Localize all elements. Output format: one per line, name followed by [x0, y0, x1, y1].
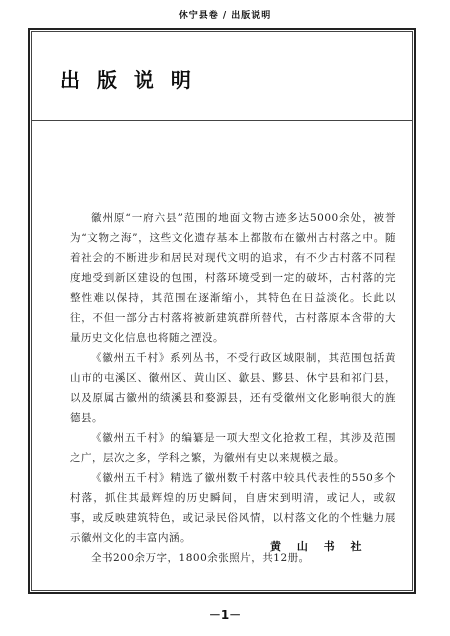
publisher-signature: 黄 山 书 社	[270, 540, 368, 553]
page-title: 出 版 说 明	[60, 68, 196, 92]
paragraph-4: 《徽州五千村》精选了徽州数千村落中较具代表性的550多个村落，抓住其最辉煌的历史瞬间，自唐宋到明清，或记人，或叙事，或反映建筑特色，或记录民俗风情，以村落文化的个性魅力展示徽州文化的丰富内涵。	[70, 472, 396, 544]
page-number: －1－	[208, 608, 242, 622]
paragraph-5: 全书200余万字，1800余张照片，共12册。	[91, 552, 310, 564]
paragraph-3: 《徽州五千村》的编纂是一项大型文化抢救工程，其涉及范围之广，层次之多，学科之繁，为徽州有史以来规模之最。	[70, 432, 396, 464]
running-head: 休宁县卷 / 出版说明	[178, 11, 272, 21]
paragraph-2: 《徽州五千村》系列丛书，不受行政区域限制，其范围包括黄山市的屯溪区、徽州区、黄山区、歙县、黟县、休宁县和祁门县，以及原属古徽州的绩溪县和婺源县，还有受徽州文化影响很大的旌德县。	[70, 352, 396, 424]
paragraph-1: 徽州原“一府六县”范围的地面文物古迹多达5000余处，被誉为“文物之海”，这些文化遗存基本上都散布在徽州古村落之中。随着社会的不断进步和居民对现代文明的追求，有不少古村落不同程度地受到新区建设的包围，村落环境受到一定的破坏，古村落的完整性难以保持，其范围在逐渐缩小，其特色在日益淡化。长此以往，不但一部分古村落将被新建筑群所替代，古村落原本含带的大量历史文化信息也将随之湮没。	[70, 212, 396, 344]
title-divider	[31, 120, 413, 121]
body-text	[70, 208, 396, 568]
